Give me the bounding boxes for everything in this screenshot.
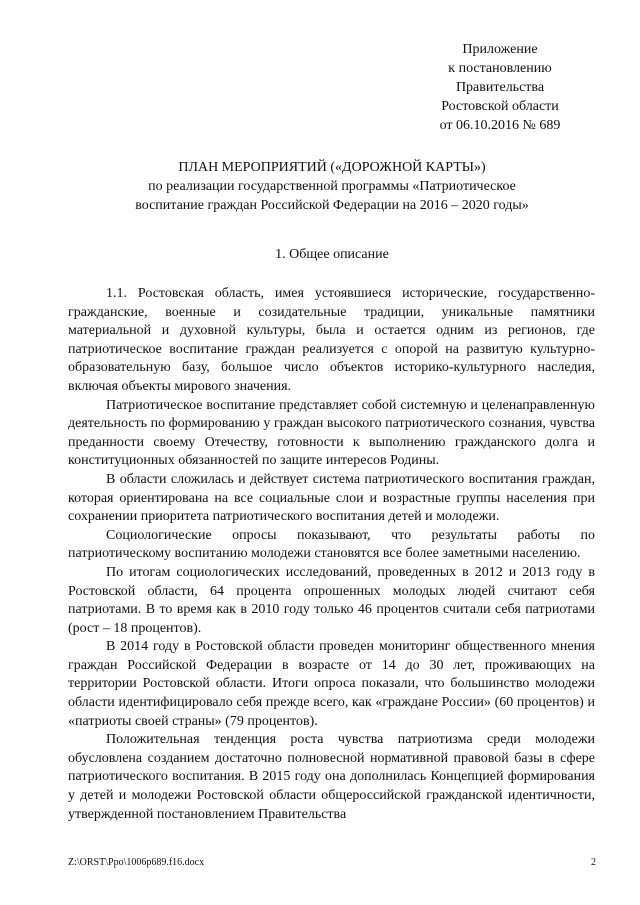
- body-text: [68, 285, 595, 824]
- paragraph: В области сложилась и действует система патриотического воспитания граждан, которая ориентирована на все социальные слои и возрастные группы населения при сохранении приоритета патриотического воспитания детей и молодежи.: [68, 471, 595, 525]
- title-line: по реализации государственной программы «Патриотическое: [148, 179, 516, 194]
- appendix-line: Правительства: [455, 80, 545, 95]
- appendix-line: к постановлению: [448, 61, 552, 76]
- title-line: воспитание граждан Российской Федерации на 2016 – 2020 годы»: [135, 198, 529, 213]
- appendix-line: Приложение: [462, 42, 538, 57]
- appendix-line: Ростовской области: [441, 99, 559, 114]
- paragraph: По итогам социологических исследований, проведенных в 2012 и 2013 году в Ростовской области, 64 процента опрошенных молодых людей считают себя патриотами. В то время как в 2010 году только 46 процентов считали себя патриотами (рост – 18 процентов).: [68, 564, 595, 636]
- document-title: [72, 158, 592, 215]
- section-heading: 1. Общее описание: [275, 247, 389, 262]
- paragraph: Социологические опросы показывают, что результаты работы по патриотическому воспитанию молодежи становятся все более заметными населению.: [68, 527, 595, 562]
- footer-file-path: Z:\ORST\Ppo\1006p689.f16.docx: [68, 857, 205, 868]
- page-number: 2: [591, 857, 596, 868]
- title-line: ПЛАН МЕРОПРИЯТИЙ («ДОРОЖНОЙ КАРТЫ»): [178, 160, 486, 175]
- appendix-block: [420, 40, 580, 135]
- paragraph: Патриотическое воспитание представляет собой системную и целенаправленную деятельность по формированию у граждан высокого патриотического сознания, чувства преданности своему Отечеству, готовности к выполнению гражданского долга и конституционных обязанностей по защите интересов Родины.: [68, 397, 595, 469]
- paragraph: В 2014 году в Ростовской области проведен мониторинг общественного мнения граждан Российской Федерации в возрасте от 14 до 30 лет, проживающих на территории Ростовской области. Итоги опроса показали, что большинство молодежи области идентифицировало себя прежде всего, как «граждане России» (60 процентов) и «патриоты своей страны» (79 процентов).: [68, 639, 595, 729]
- appendix-line: от 06.10.2016 № 689: [439, 118, 561, 133]
- paragraph: Положительная тенденция роста чувства патриотизма среди молодежи обусловлена созданием достаточно полновесной нормативной правовой базы в сфере патриотического воспитания. В 2015 году она дополнилась Концепцией формирования у детей и молодежи Ростовской области общероссийской гражданской идентичности, утвержденной постановлением Правительства: [68, 732, 595, 822]
- paragraph: 1.1. Ростовская область, имея устоявшиеся исторические, государственно-гражданские, военные и созидательные традиции, уникальные памятники материальной и духовной культуры, была и остается одним из регионов, где патриотическое воспитание граждан реализуется с опорой на развитую культурно-образовательную базу, большое число объектов историко-культурного наследия, включая объекты мирового значения.: [68, 286, 595, 394]
